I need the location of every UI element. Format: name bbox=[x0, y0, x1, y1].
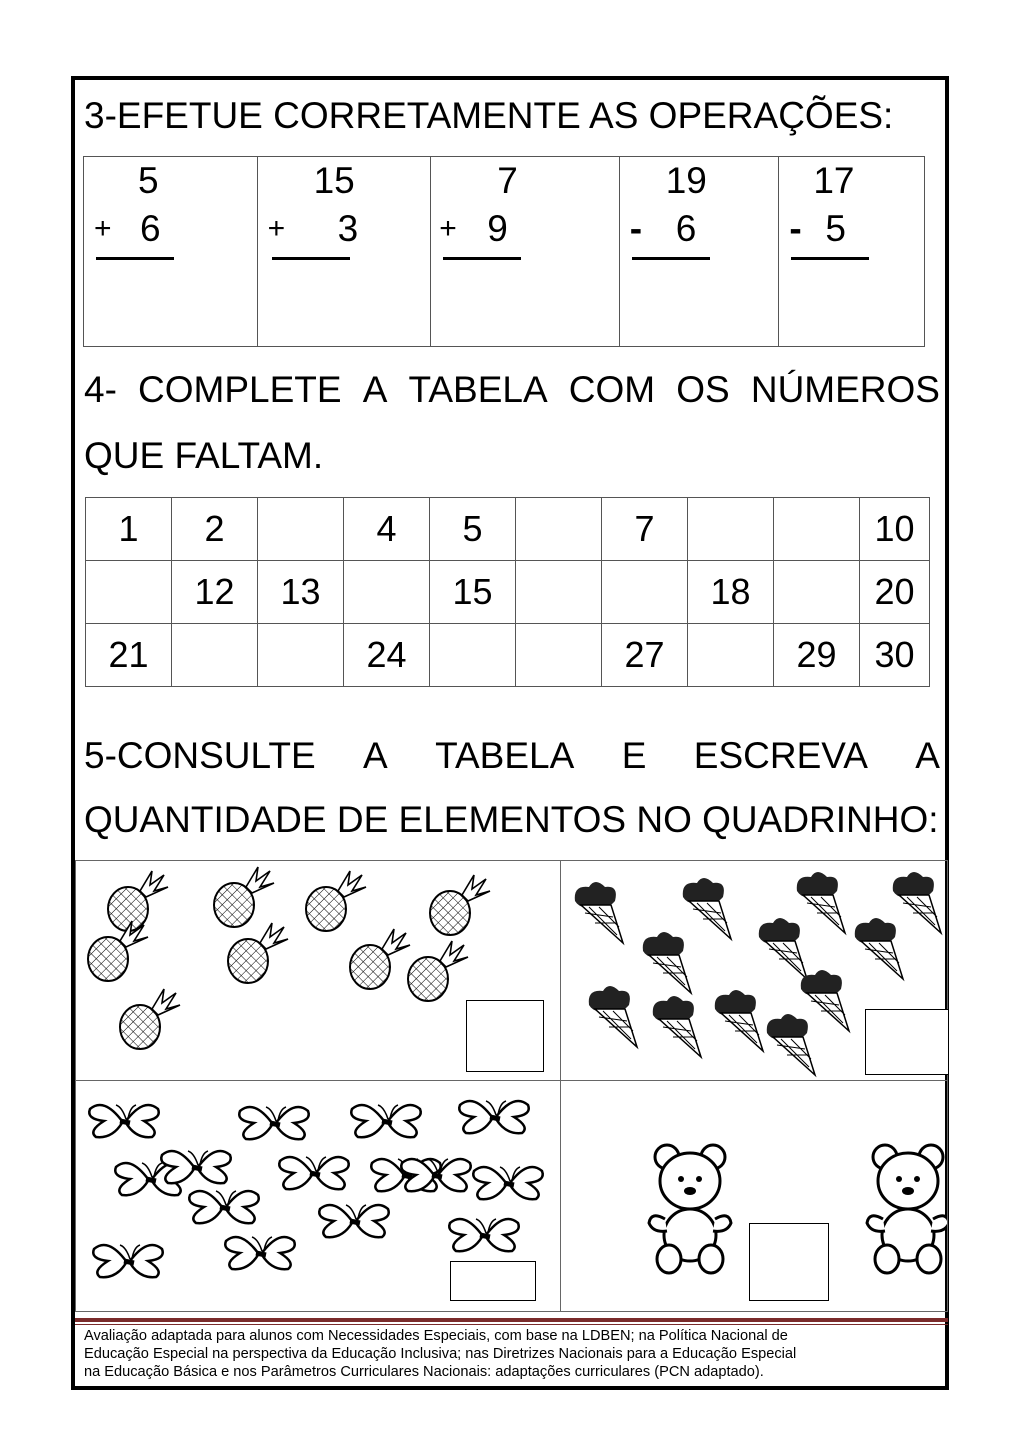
table-cell: 2 bbox=[172, 498, 258, 561]
footer-note bbox=[84, 1327, 940, 1381]
footer-divider bbox=[75, 1318, 948, 1322]
title-word: A bbox=[362, 369, 388, 410]
result-line bbox=[96, 257, 174, 260]
table-cell[interactable] bbox=[516, 624, 602, 687]
table-cell: 18 bbox=[688, 561, 774, 624]
section4-title-line1 bbox=[84, 370, 940, 410]
operator-sign: - bbox=[629, 208, 643, 249]
table-cell: 5 bbox=[430, 498, 516, 561]
table-cell: 20 bbox=[860, 561, 930, 624]
title-word: E bbox=[621, 735, 647, 776]
answer-box[interactable] bbox=[865, 1009, 949, 1075]
footer-line: Educação Especial na perspectiva da Educação Inclusiva; nas Diretrizes Nacionais para a Educação Especial bbox=[84, 1346, 797, 1362]
table-cell: 29 bbox=[774, 624, 860, 687]
operand-bottom: 6 bbox=[675, 208, 697, 249]
answer-box[interactable] bbox=[450, 1261, 536, 1301]
table-cell[interactable] bbox=[602, 561, 688, 624]
title-word: A bbox=[363, 735, 388, 776]
ice-cream-panel bbox=[560, 860, 948, 1081]
footer-line: na Educação Básica e nos Parâmetros Curriculares Nacionais: adaptações curriculares (PCN adaptado). bbox=[84, 1364, 764, 1380]
title-word: 4- bbox=[84, 369, 117, 410]
table-cell: 12 bbox=[172, 561, 258, 624]
title-word: COM bbox=[568, 369, 656, 410]
operator-sign: + bbox=[439, 212, 457, 245]
table-cell[interactable] bbox=[344, 561, 430, 624]
operand-top: 5 bbox=[138, 160, 159, 201]
operation-cell[interactable] bbox=[431, 157, 620, 346]
operator-sign: + bbox=[94, 212, 112, 245]
table-row bbox=[86, 498, 930, 561]
table-cell[interactable] bbox=[86, 561, 172, 624]
table-cell[interactable] bbox=[258, 624, 344, 687]
footer-divider-thin bbox=[75, 1324, 948, 1325]
table-cell: 24 bbox=[344, 624, 430, 687]
operand-bottom: 5 bbox=[825, 208, 846, 249]
section4-title-line2: QUE FALTAM. bbox=[84, 435, 324, 476]
operand-top: 17 bbox=[813, 160, 855, 201]
table-cell: 21 bbox=[86, 624, 172, 687]
table-cell: 13 bbox=[258, 561, 344, 624]
operations-table bbox=[83, 156, 925, 347]
title-word: TABELA bbox=[435, 735, 575, 776]
table-cell[interactable] bbox=[430, 624, 516, 687]
operation-cell[interactable] bbox=[258, 157, 432, 346]
table-row bbox=[86, 561, 930, 624]
result-line bbox=[272, 257, 350, 260]
picture-grid bbox=[75, 860, 948, 1312]
table-cell: 10 bbox=[860, 498, 930, 561]
section5-title-line2: QUANTIDADE DE ELEMENTOS NO QUADRINHO: bbox=[84, 799, 939, 840]
answer-box[interactable] bbox=[749, 1223, 829, 1301]
footer-line: Avaliação adaptada para alunos com Necessidades Especiais, com base na LDBEN; na Política Nacional de bbox=[84, 1328, 788, 1344]
table-cell: 4 bbox=[344, 498, 430, 561]
section5-title-line1 bbox=[84, 736, 940, 776]
table-cell: 1 bbox=[86, 498, 172, 561]
result-line bbox=[791, 257, 869, 260]
table-cell[interactable] bbox=[516, 498, 602, 561]
table-cell: 27 bbox=[602, 624, 688, 687]
table-cell[interactable] bbox=[688, 624, 774, 687]
table-cell[interactable] bbox=[774, 498, 860, 561]
title-word: A bbox=[915, 735, 940, 776]
operator-sign: - bbox=[789, 208, 802, 249]
title-word: OS bbox=[676, 369, 730, 410]
operand-top: 7 bbox=[497, 160, 518, 201]
operand-bottom: 9 bbox=[487, 208, 508, 249]
title-word: TABELA bbox=[408, 369, 548, 410]
operand-top: 15 bbox=[313, 160, 355, 201]
result-line bbox=[632, 257, 710, 260]
table-cell[interactable] bbox=[172, 624, 258, 687]
operator-sign: + bbox=[267, 212, 286, 245]
answer-box[interactable] bbox=[466, 1000, 544, 1072]
operand-top: 19 bbox=[665, 160, 707, 201]
section3-title: 3-EFETUE CORRETAMENTE AS OPERAÇÕES: bbox=[84, 95, 894, 136]
table-cell[interactable] bbox=[688, 498, 774, 561]
table-cell: 7 bbox=[602, 498, 688, 561]
table-row bbox=[86, 624, 930, 687]
result-line bbox=[443, 257, 521, 260]
table-cell: 15 bbox=[430, 561, 516, 624]
title-word: ESCREVA bbox=[693, 735, 868, 776]
pineapple-panel bbox=[75, 860, 561, 1081]
operation-cell[interactable] bbox=[84, 157, 258, 346]
table-cell[interactable] bbox=[774, 561, 860, 624]
numbers-table bbox=[85, 497, 930, 687]
table-cell[interactable] bbox=[258, 498, 344, 561]
teddy-bear-panel bbox=[560, 1080, 948, 1312]
operand-bottom: 6 bbox=[140, 208, 161, 249]
table-cell[interactable] bbox=[516, 561, 602, 624]
title-word: 5-CONSULTE bbox=[84, 735, 316, 776]
operation-cell[interactable] bbox=[620, 157, 780, 346]
operand-bottom: 3 bbox=[337, 208, 359, 249]
butterfly-panel bbox=[75, 1080, 561, 1312]
table-cell: 30 bbox=[860, 624, 930, 687]
operation-cell[interactable] bbox=[779, 157, 924, 346]
title-word: COMPLETE bbox=[138, 369, 342, 410]
title-word: NÚMEROS bbox=[750, 369, 940, 410]
